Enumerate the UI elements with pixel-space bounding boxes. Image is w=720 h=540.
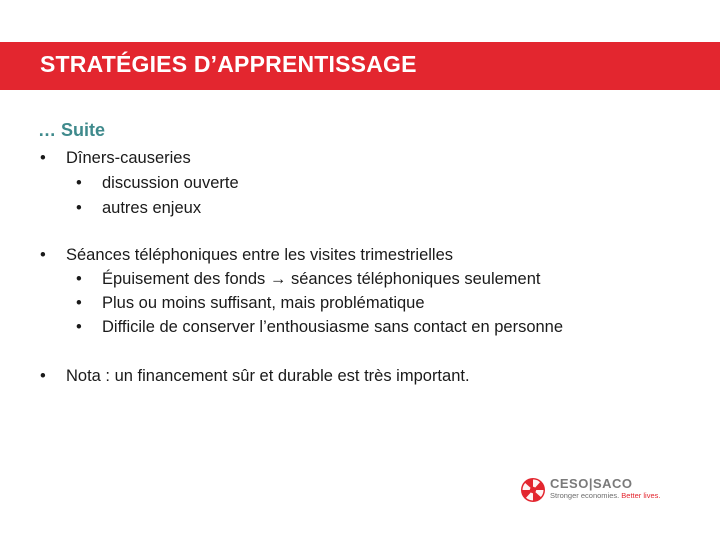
logo-name: CESO|SACO (550, 476, 633, 491)
bullet-icon: • (76, 294, 82, 312)
sub-bullet-text: séances téléphoniques seulement (290, 270, 541, 288)
ceso-saco-logo (520, 477, 680, 505)
ceso-saco-logo-icon (520, 477, 546, 503)
bullet-icon: • (76, 199, 82, 217)
sub-bullet-item (76, 173, 239, 193)
sub-bullet-text: Épuisement des fonds (102, 270, 266, 288)
sub-bullet-item (76, 293, 425, 313)
sub-bullet-text: autres enjeux (102, 199, 202, 217)
sub-bullet-item (76, 317, 563, 337)
bullet-text: Séances téléphoniques entre les visites trimestrielles (66, 246, 454, 264)
bullet-icon: • (40, 246, 46, 264)
bullet-text: Dîners-causeries (66, 149, 191, 167)
bullet-icon: • (76, 270, 82, 288)
arrow-icon: → (269, 270, 287, 288)
bullet-icon: • (40, 367, 46, 385)
sub-bullet-text: Plus ou moins suffisant, mais problématique (102, 294, 425, 312)
bullet-icon: • (40, 149, 46, 167)
bullet-item (40, 245, 453, 265)
bullet-item (40, 148, 191, 168)
bullet-icon: • (76, 318, 82, 336)
tagline-red: Better lives. (621, 491, 661, 500)
sub-bullet-item (76, 269, 540, 289)
bullet-icon: • (76, 174, 82, 192)
bullet-text: Nota : un financement sûr et durable est très important. (66, 367, 470, 385)
sub-bullet-item (76, 198, 201, 218)
logo-tagline (550, 491, 660, 500)
slide-title: STRATÉGIES D’APPRENTISSAGE (40, 51, 417, 77)
slide-subtitle: … Suite (38, 120, 106, 140)
tagline-grey: Stronger economies. (550, 491, 620, 500)
sub-bullet-text: Difficile de conserver l’enthousiasme sans contact en personne (102, 318, 564, 336)
bullet-item (40, 366, 470, 386)
sub-bullet-text: discussion ouverte (102, 174, 239, 192)
